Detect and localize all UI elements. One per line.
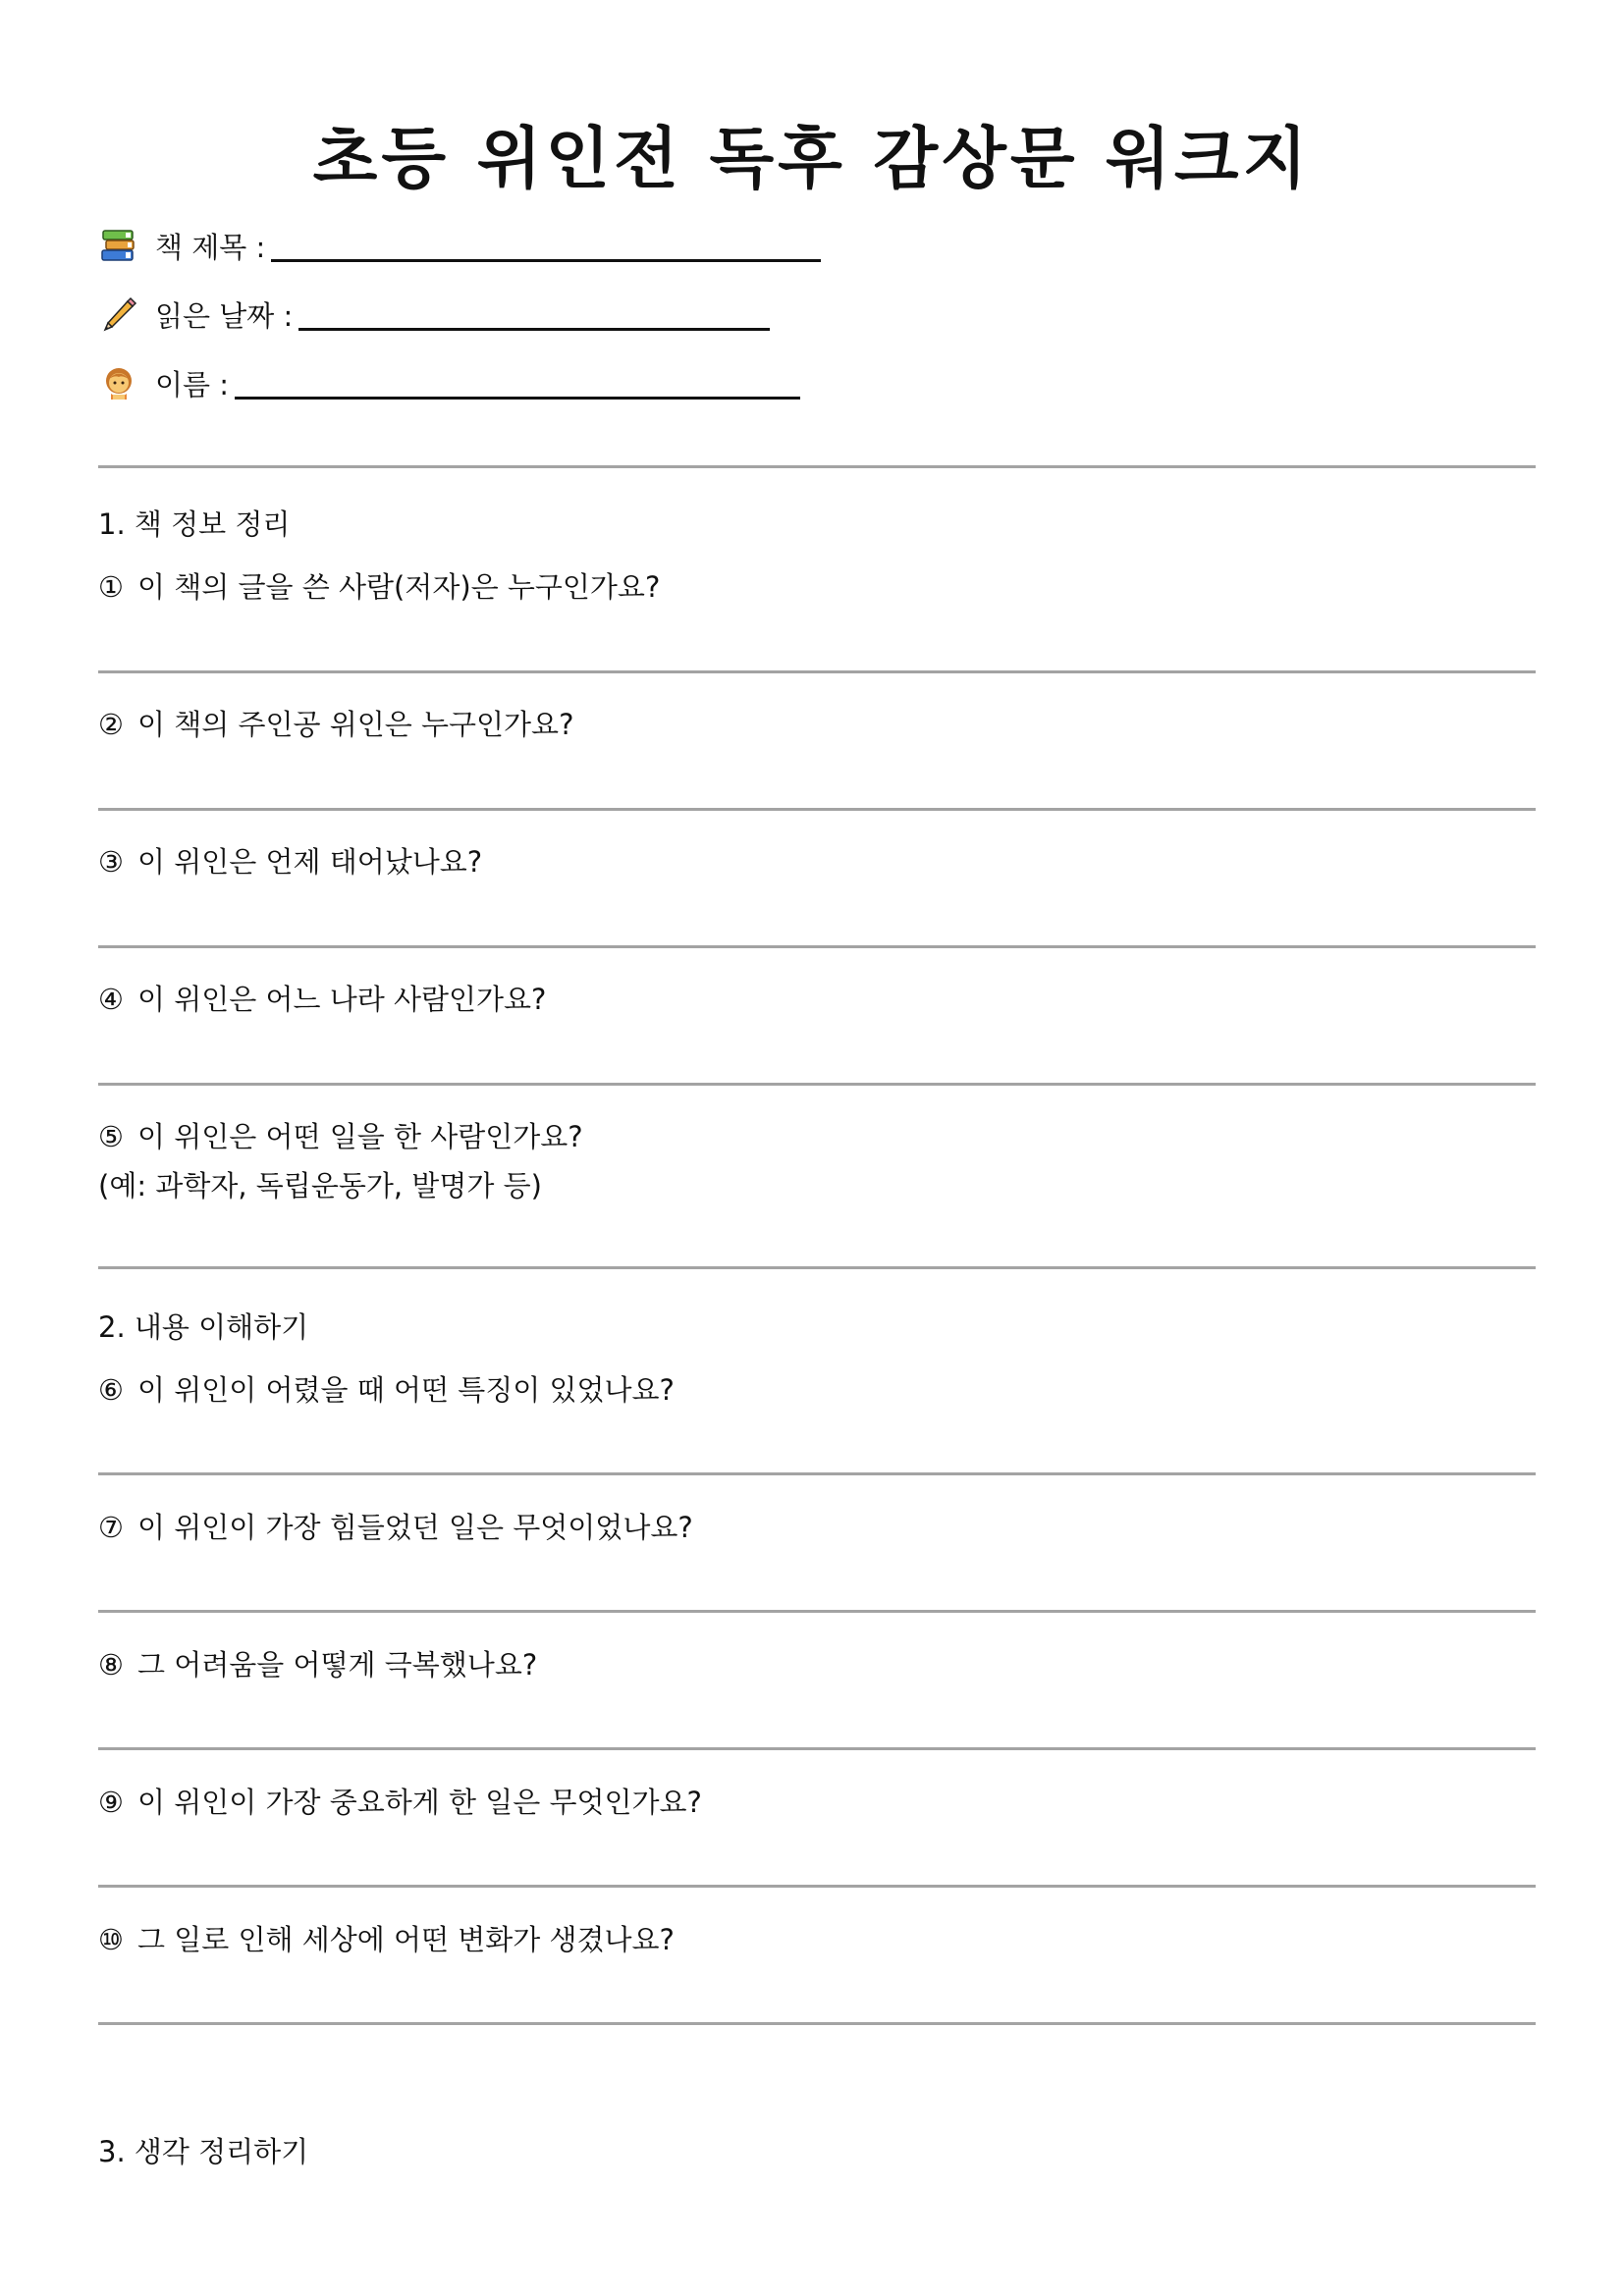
page-title: 초등 위인전 독후 감상문 워크지 bbox=[312, 121, 1312, 198]
question-text: 그 어려움을 어떻게 극복했나요? bbox=[137, 1648, 538, 1682]
question bbox=[98, 1640, 537, 1689]
question-text: 이 위인이 어렸을 때 어떤 특징이 있었나요? bbox=[137, 1373, 675, 1407]
question bbox=[98, 1365, 675, 1415]
header-divider bbox=[98, 465, 1536, 468]
answer-line[interactable] bbox=[98, 945, 1536, 948]
answer-line[interactable] bbox=[98, 670, 1536, 673]
section-heading: 2. 내용 이해하기 bbox=[98, 1310, 309, 1344]
name-row bbox=[100, 361, 800, 404]
question bbox=[98, 562, 660, 612]
section-heading: 3. 생각 정리하기 bbox=[98, 2135, 309, 2168]
answer-line[interactable] bbox=[98, 1747, 1536, 1750]
answer-line[interactable] bbox=[98, 2022, 1536, 2025]
question-number: ① bbox=[98, 570, 124, 604]
answer-line[interactable] bbox=[98, 1472, 1536, 1475]
question-number: ⑧ bbox=[98, 1648, 124, 1682]
question-number: ⑨ bbox=[98, 1786, 124, 1819]
question-number: ⑤ bbox=[98, 1120, 124, 1153]
student-icon bbox=[100, 364, 137, 401]
question-number: ⑩ bbox=[98, 1923, 124, 1956]
question-number: ③ bbox=[98, 845, 124, 879]
question bbox=[98, 700, 573, 749]
answer-line[interactable] bbox=[98, 1083, 1536, 1086]
question-text: 이 위인은 어떤 일을 한 사람인가요? bbox=[137, 1120, 583, 1153]
read-date-row bbox=[100, 293, 770, 336]
question-number: ② bbox=[98, 708, 124, 741]
question-number: ⑦ bbox=[98, 1511, 124, 1544]
question-note: (예: 과학자, 독립운동가, 발명가 등) bbox=[98, 1169, 542, 1202]
question bbox=[98, 837, 482, 886]
book-title-label: 책 제목 : bbox=[155, 230, 266, 264]
read-date-field[interactable] bbox=[298, 298, 770, 331]
question-text: 이 책의 글을 쓴 사람(저자)은 누구인가요? bbox=[137, 570, 661, 604]
books-icon bbox=[100, 227, 137, 264]
name-field[interactable] bbox=[235, 367, 800, 400]
question bbox=[98, 1778, 702, 1827]
book-title-row bbox=[100, 224, 821, 267]
pencil-icon bbox=[100, 295, 137, 333]
question-number: ⑥ bbox=[98, 1373, 124, 1407]
answer-line[interactable] bbox=[98, 1266, 1536, 1269]
question bbox=[98, 1503, 693, 1552]
question bbox=[98, 1915, 675, 1964]
question-text: 이 위인이 가장 중요하게 한 일은 무엇인가요? bbox=[137, 1786, 702, 1819]
read-date-label: 읽은 날짜 : bbox=[155, 298, 294, 333]
book-title-field[interactable] bbox=[271, 230, 821, 262]
question-text: 이 위인은 어느 나라 사람인가요? bbox=[137, 983, 547, 1016]
name-label: 이름 : bbox=[155, 367, 230, 401]
question-text: 이 위인은 언제 태어났나요? bbox=[137, 845, 483, 879]
answer-line[interactable] bbox=[98, 1885, 1536, 1888]
question-number: ④ bbox=[98, 983, 124, 1016]
question-text: 이 책의 주인공 위인은 누구인가요? bbox=[137, 708, 574, 741]
question bbox=[98, 975, 546, 1024]
section-heading: 1. 책 정보 정리 bbox=[98, 507, 291, 541]
answer-line[interactable] bbox=[98, 808, 1536, 811]
question-text: 그 일로 인해 세상에 어떤 변화가 생겼나요? bbox=[137, 1923, 675, 1956]
question-text: 이 위인이 가장 힘들었던 일은 무엇이었나요? bbox=[137, 1511, 693, 1544]
answer-line[interactable] bbox=[98, 1610, 1536, 1613]
question bbox=[98, 1112, 583, 1210]
